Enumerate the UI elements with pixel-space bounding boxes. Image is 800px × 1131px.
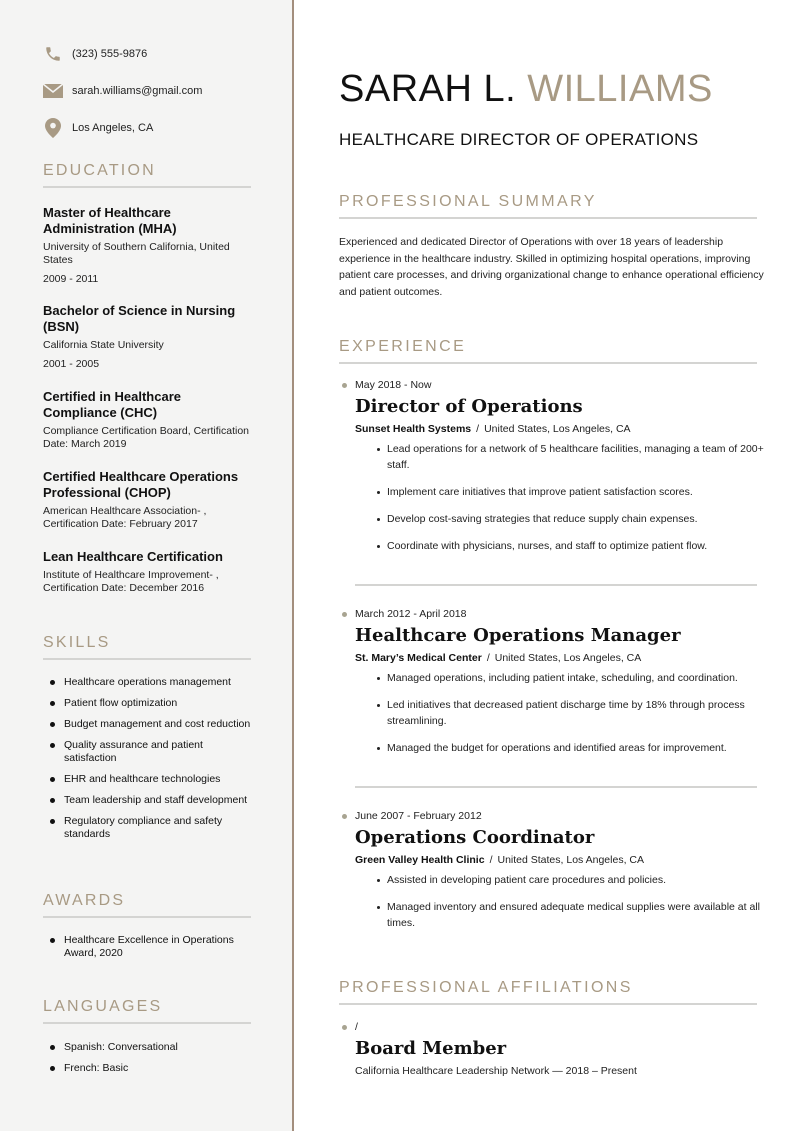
main-content [296, 0, 800, 1131]
sidebar [0, 0, 294, 1131]
location-pin-icon [43, 118, 63, 138]
location-text: Los Angeles, CA [72, 122, 154, 134]
company-name: St. Mary’s Medical Center [355, 652, 482, 664]
job-title: Operations Coordinator [355, 827, 595, 848]
contact-phone [43, 44, 147, 64]
degree-title: Bachelor of Science in Nursing (BSN) [43, 303, 236, 334]
certification-detail: Compliance Certification Board, Certification Date: March 2019 [43, 425, 250, 450]
affiliations-heading: PROFESSIONAL AFFILIATIONS [339, 979, 757, 1005]
job-bullet: Managed operations, including patient intake, scheduling, and coordination. [377, 670, 769, 686]
certification-title: Lean Healthcare Certification [43, 549, 223, 564]
phone-icon [43, 44, 63, 64]
institution: University of Southern California, United States [43, 241, 230, 266]
skill-item: Team leadership and staff development [50, 794, 255, 807]
last-name: WILLIAMS [527, 68, 713, 110]
skill-item: Regulatory compliance and safety standards [50, 815, 255, 841]
awards-heading: AWARDS [43, 892, 251, 918]
phone-text[interactable]: (323) 555-9876 [72, 48, 148, 60]
certification-detail: Institute of Healthcare Improvement- , Certification Date: December 2016 [43, 569, 219, 594]
languages-list [50, 1041, 265, 1083]
job-bullet: Coordinate with physicians, nurses, and staff to optimize patient flow. [377, 538, 769, 554]
contact-location [43, 118, 153, 138]
job-location: United States, Los Angeles, CA [497, 854, 644, 866]
job-entry [339, 608, 769, 767]
certification-item [43, 389, 258, 451]
job-bullet: Led initiatives that decreased patient discharge time by 18% through process streamlining. [377, 697, 769, 729]
job-bullet: Managed the budget for operations and identified areas for improvement. [377, 740, 769, 756]
job-bullet: Managed inventory and ensured adequate medical supplies were available at all times. [377, 899, 769, 931]
job-bullet: Implement care initiatives that improve patient satisfaction scores. [377, 484, 769, 500]
job-title: Director of Operations [355, 396, 583, 417]
separator: / [476, 423, 480, 435]
skill-item: Quality assurance and patient satisfaction [50, 739, 255, 765]
job-title: Healthcare Operations Manager [355, 625, 681, 646]
email-text[interactable]: sarah.williams@gmail.com [72, 85, 203, 97]
company-name: Green Valley Health Clinic [355, 854, 485, 866]
skill-item: EHR and healthcare technologies [50, 773, 255, 786]
education-years: 2009 - 2011 [43, 273, 99, 285]
languages-heading: LANGUAGES [43, 998, 251, 1024]
language-item: Spanish: Conversational [50, 1041, 265, 1054]
institution: California State University [43, 339, 164, 351]
affiliation-entry [339, 1021, 769, 1077]
first-name: SARAH L. [339, 68, 517, 110]
job-divider [355, 786, 757, 788]
education-item [43, 303, 258, 370]
mail-icon [43, 81, 63, 101]
education-years: 2001 - 2005 [43, 358, 100, 370]
job-dates: May 2018 - Now [339, 379, 769, 391]
award-item: Healthcare Excellence in Operations Award, 2020 [50, 934, 255, 960]
job-company-line [355, 652, 769, 664]
language-item: French: Basic [50, 1062, 265, 1075]
certification-detail: American Healthcare Association- , Certification Date: February 2017 [43, 505, 207, 530]
skills-list [50, 676, 255, 849]
job-entry [339, 379, 769, 565]
contact-email [43, 81, 202, 101]
company-name: Sunset Health Systems [355, 423, 472, 435]
experience-heading: EXPERIENCE [339, 338, 757, 364]
job-bullet: Develop cost-saving strategies that reduce supply chain expenses. [377, 511, 769, 527]
affiliation-date: / [339, 1021, 769, 1033]
skill-item: Patient flow optimization [50, 697, 255, 710]
job-bullet: Lead operations for a network of 5 healthcare facilities, managing a team of 200+ staff. [377, 441, 769, 473]
education-heading: EDUCATION [43, 162, 251, 188]
job-bullet: Assisted in developing patient care procedures and policies. [377, 872, 769, 888]
certification-title: Certified Healthcare Operations Professional (CHOP) [43, 469, 239, 500]
job-divider [355, 584, 757, 586]
job-bullets [377, 872, 769, 931]
skill-item: Healthcare operations management [50, 676, 255, 689]
job-dates: June 2007 - February 2012 [339, 810, 769, 822]
headline: HEALTHCARE DIRECTOR OF OPERATIONS [339, 130, 699, 149]
separator: / [489, 854, 493, 866]
certification-title: Certified in Healthcare Compliance (CHC) [43, 389, 181, 420]
education-item [43, 205, 258, 285]
summary-text: Experienced and dedicated Director of Operations with over 18 years of leadership experience in the healthcare industry. Skilled in optimizing hospital operations, improving patient care processes, and driving organizational change to enhance operational efficiency and patient outcomes. [339, 236, 764, 298]
job-dates: March 2012 - April 2018 [339, 608, 769, 620]
affiliation-role: Board Member [355, 1038, 507, 1059]
affiliation-detail: California Healthcare Leadership Network — 2018 – Present [355, 1065, 637, 1077]
skill-item: Budget management and cost reduction [50, 718, 255, 731]
skills-heading: SKILLS [43, 634, 251, 660]
job-company-line [355, 854, 769, 866]
job-location: United States, Los Angeles, CA [494, 652, 642, 664]
job-entry [339, 810, 769, 942]
job-company-line [355, 423, 769, 435]
certification-item [43, 549, 258, 595]
job-bullets [377, 441, 769, 554]
degree-title: Master of Healthcare Administration (MHA) [43, 205, 177, 236]
awards-list [50, 934, 255, 968]
separator: / [486, 652, 490, 664]
job-bullets [377, 670, 769, 756]
certification-item [43, 469, 258, 531]
candidate-name [339, 68, 713, 111]
job-location: United States, Los Angeles, CA [484, 423, 631, 435]
summary-heading: PROFESSIONAL SUMMARY [339, 193, 757, 219]
